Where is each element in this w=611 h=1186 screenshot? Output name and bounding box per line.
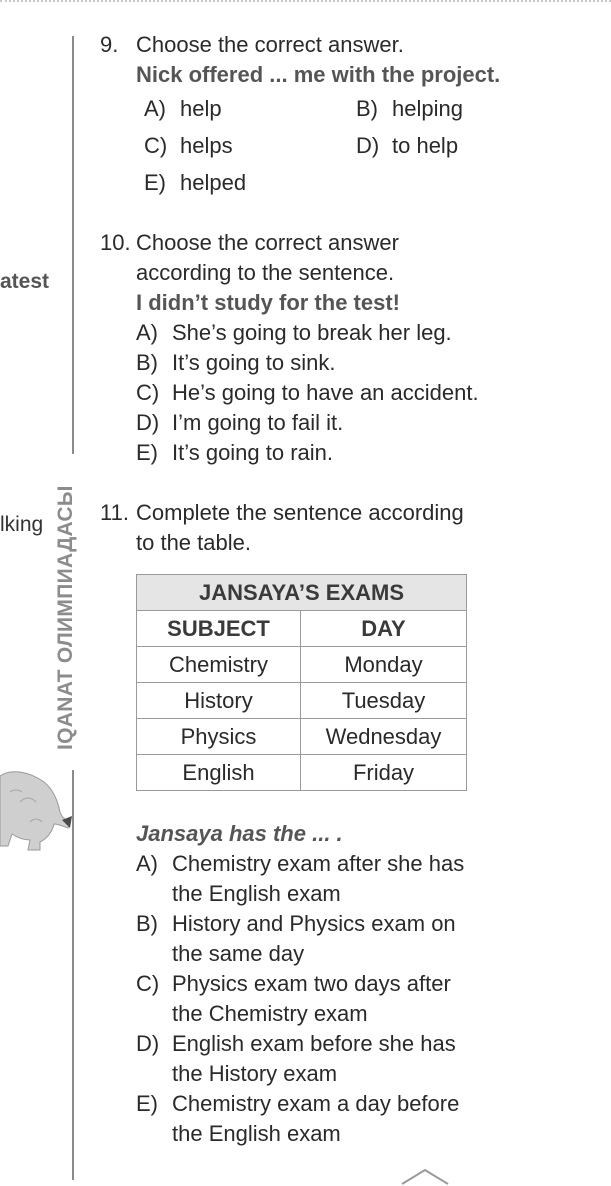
question-stem: to the table.: [136, 530, 251, 555]
table-cell-subject: English: [137, 755, 301, 791]
question-stem: Choose the correct answer: [136, 230, 399, 255]
answer-option-d[interactable]: D) to help: [356, 133, 459, 158]
question-stem: Choose the correct answer.: [136, 32, 404, 57]
answer-option-a[interactable]: A) She’s going to break her leg.: [136, 320, 452, 345]
question-number: 11.: [100, 500, 129, 525]
question-number: 9.: [100, 32, 119, 57]
answer-option-b[interactable]: B) helping: [356, 96, 463, 121]
table-cell-day: Friday: [301, 755, 467, 791]
question-stem: Complete the sentence according: [136, 500, 464, 525]
question-prompt: Jansaya has the ... .: [136, 821, 343, 846]
question-11: [100, 498, 600, 1149]
answer-option-d[interactable]: D) English exam before she has the History exam: [136, 1031, 456, 1086]
rhino-illustration: [0, 762, 80, 854]
side-text-fragment: lking: [0, 513, 44, 536]
table-cell-subject: Chemistry: [137, 647, 301, 683]
table-title: JANSAYA’S EXAMS: [137, 575, 467, 611]
answer-option-a[interactable]: A) Chemistry exam after she has the English exam: [136, 851, 465, 906]
top-dotted-border: [0, 0, 611, 2]
table-header-day: DAY: [301, 611, 467, 647]
answer-option-e[interactable]: E) It’s going to rain.: [136, 440, 334, 465]
side-text-fragment: atest: [0, 270, 50, 293]
answer-options: [144, 94, 600, 198]
question-10: [100, 228, 600, 468]
answer-option-c[interactable]: C) Physics exam two days after the Chemistry exam: [136, 971, 451, 1026]
answer-option-d[interactable]: D) I’m going to fail it.: [136, 410, 344, 435]
table-cell-day: Wednesday: [301, 719, 467, 755]
question-stem: according to the sentence.: [136, 260, 395, 285]
question-prompt: Nick offered ... me with the project.: [136, 62, 501, 87]
table-cell-day: Tuesday: [301, 683, 467, 719]
table-row: [137, 683, 467, 719]
answer-option-b[interactable]: B) It’s going to sink.: [136, 350, 336, 375]
answer-option-c[interactable]: C) helps: [144, 133, 233, 158]
answer-option-c[interactable]: C) He’s going to have an accident.: [136, 380, 479, 405]
question-prompt: I didn’t study for the test!: [136, 290, 400, 315]
olympiad-vertical-title: IQANAT ОЛИМПИАДАСЫ: [54, 485, 77, 750]
answer-option-e[interactable]: E) Chemistry exam a day before the English exam: [136, 1091, 460, 1146]
question-9: [100, 30, 600, 198]
question-number: 10.: [100, 230, 131, 255]
margin-divider-top: [72, 36, 74, 454]
table-row: [137, 647, 467, 683]
answer-options: [136, 849, 600, 1149]
table-cell-subject: History: [137, 683, 301, 719]
exams-table: [136, 574, 467, 791]
page-corner-ornament: [400, 1166, 450, 1186]
answer-options: [136, 318, 600, 468]
answer-option-e[interactable]: E) helped: [144, 170, 247, 195]
table-row: [137, 755, 467, 791]
table-header-subject: SUBJECT: [137, 611, 301, 647]
answer-option-a[interactable]: A) help: [144, 96, 222, 121]
table-cell-subject: Physics: [137, 719, 301, 755]
table-row: [137, 719, 467, 755]
answer-option-b[interactable]: B) History and Physics exam on the same day: [136, 911, 456, 966]
table-cell-day: Monday: [301, 647, 467, 683]
